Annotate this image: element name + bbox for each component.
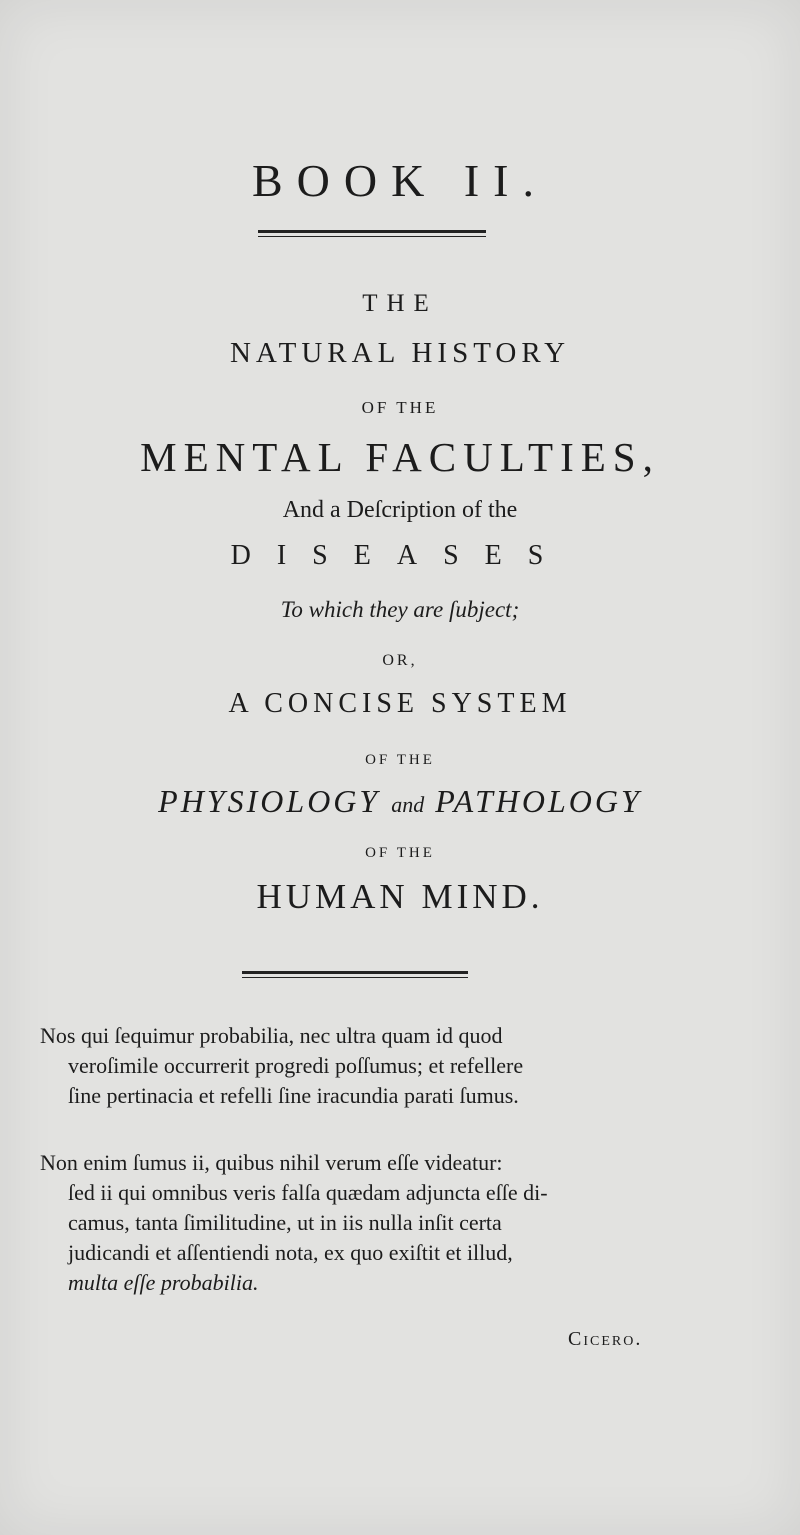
title-line-mental-faculties: MENTAL FACULTIES, [140,434,660,480]
title-word-physiology: PHYSIOLOGY [158,783,381,819]
title-line-natural-history: NATURAL HISTORY [229,337,571,369]
title-line-of-the: OF THE [365,752,435,768]
epigraph-attribution: Cicero. [568,1328,643,1350]
title-word-pathology: PATHOLOGY [435,783,642,819]
title-line-description: And a Deſcription of the [282,497,518,523]
title-line-the: THE [362,290,438,317]
epigraph-line: camus, tanta ſimilitudine, ut in iis nulla inſit certa [68,1210,502,1235]
title-line-subject: To which they are ſubject; [280,597,520,622]
title-line-of-the: OF THE [361,398,439,417]
epigraph-line-italic: multa eſſe probabilia. [68,1270,259,1295]
epigraph-line: ſed ii qui omnibus veris falſa quædam adjuncta eſſe di- [68,1180,548,1205]
epigraph-line: ſine pertinacia et refelli ſine iracundia parati ſumus. [68,1083,519,1108]
epigraph-line: Non enim ſumus ii, quibus nihil verum eſſe videatur: [40,1150,503,1175]
title-line-concise-system: A CONCISE SYSTEM [228,688,572,719]
epigraph-line: judicandi et aſſentiendi nota, ex quo exiſtit et illud, [68,1240,513,1265]
title-line-physiology-pathology [0,783,800,820]
double-rule-top [258,230,486,233]
epigraph-paragraph-2 [40,1148,720,1298]
title-line-diseases: DISEASES [230,540,570,571]
epigraph-paragraph-1 [40,1021,720,1111]
title-word-and: and [391,792,425,817]
epigraph-line: veroſimile occurrerit progredi poſſumus; et refellere [68,1053,524,1078]
book-heading: BOOK II. [252,155,548,206]
title-line-human-mind: HUMAN MIND. [256,877,544,916]
title-line-or: OR, [382,652,418,669]
double-rule-middle [242,971,468,974]
title-line-of-the: OF THE [365,845,435,861]
epigraph-line: Nos qui ſequimur probabilia, nec ultra quam id quod [40,1023,503,1048]
